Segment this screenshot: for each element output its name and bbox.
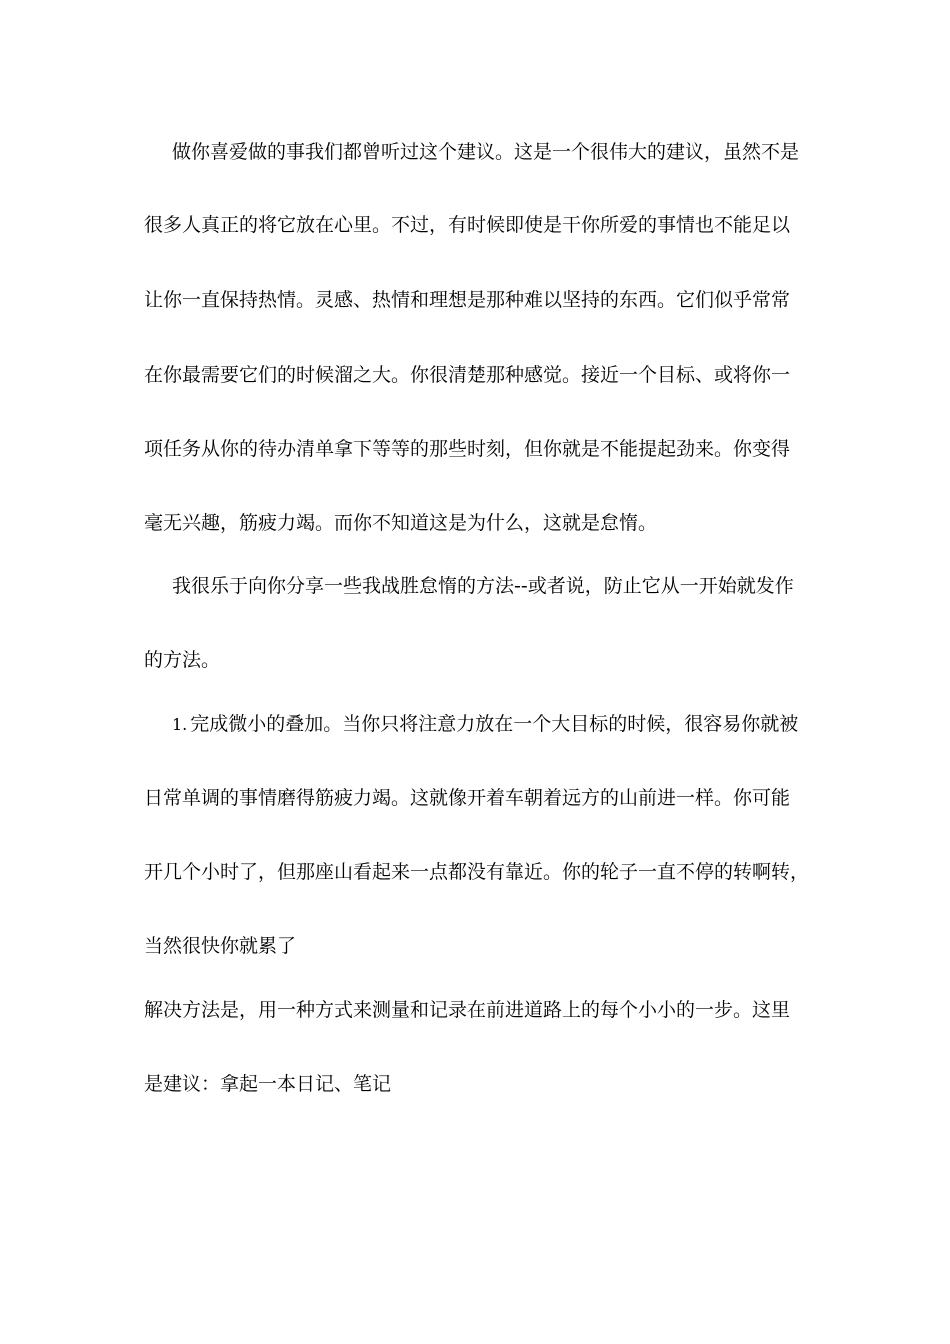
paragraph-1-line-2: 很多人真正的将它放在心里。不过，有时候即使是干你所爱的事情也不能足以: [144, 214, 791, 236]
paragraph-1-line-6: 毫无兴趣，筋疲力竭。而你不知道这是为什么，这就是怠惰。: [144, 512, 658, 534]
list-item-1-line-1: [172, 712, 842, 737]
list-item-1-line-4: 当然很快你就累了: [144, 935, 297, 957]
paragraph-1-line-1: 做你喜爱做的事我们都曾听过这个建议。这是一个很伟大的建议，虽然不是: [172, 141, 800, 163]
list-number: 1.: [172, 715, 188, 734]
paragraph-1-line-3: 让你一直保持热情。灵感、热情和理想是那种难以坚持的东西。它们似乎常常: [144, 289, 791, 311]
list-item-1-line-2: 日常单调的事情磨得筋疲力竭。这就像开着车朝着远方的山前进一样。你可能: [144, 787, 791, 809]
list-item-1-line-3: 开几个小时了，但那座山看起来一点都没有靠近。你的轮子一直不停的转啊转，: [144, 861, 810, 883]
paragraph-2-line-2: 的方法。: [144, 649, 221, 671]
paragraph-3-line-1: 解决方法是，用一种方式来测量和记录在前进道路上的每个小小的一步。这里: [144, 999, 791, 1021]
paragraph-3-line-2: 是建议：拿起一本日记、笔记: [144, 1073, 392, 1095]
list-item-1-text: 完成微小的叠加。当你只将注意力放在一个大目标的时候，很容易你就被: [190, 713, 799, 735]
paragraph-1-line-5: 项任务从你的待办清单拿下等等的那些时刻，但你就是不能提起劲来。你变得: [144, 438, 791, 460]
paragraph-2-line-1: 我很乐于向你分享一些我战胜怠惰的方法--或者说，防止它从一开始就发作: [172, 575, 794, 597]
paragraph-1-line-4: 在你最需要它们的时候溜之大。你很清楚那种感觉。接近一个目标、或将你一: [144, 364, 791, 386]
